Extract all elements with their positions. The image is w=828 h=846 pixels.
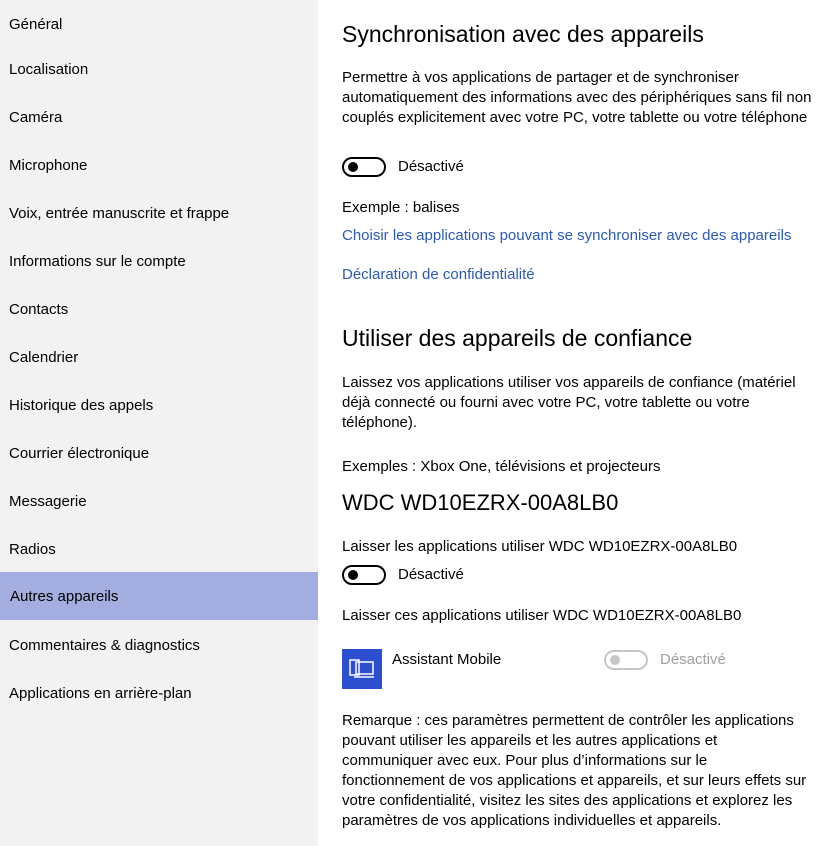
sidebar-item-label: Radios: [9, 540, 56, 558]
sidebar-item-label: Général: [9, 15, 63, 33]
sync-section-title: Synchronisation avec des appareils: [342, 21, 704, 47]
sync-example: Exemple : balises: [342, 199, 460, 216]
device-allow-toggle-state: Désactivé: [398, 566, 464, 583]
device-name: WDC WD10EZRX-00A8LB0: [342, 490, 619, 515]
sidebar-item-call-history[interactable]: [0, 381, 318, 429]
toggle-knob: [610, 655, 620, 665]
toggle-knob: [348, 162, 358, 172]
sidebar-item-label: Historique des appels: [9, 396, 154, 414]
privacy-note: Remarque : ces paramètres permettent de contrôler les applications pouvant utiliser les appareils et les autres applications et communiquer avec eux. Pour plus d’informations sur le fonctionnement de vos applications et appareils, et sur leurs effets sur votre confidentialité, visitez les sites des applications et explorez les paramètres de vos applications individuelles et appareils.: [342, 712, 807, 829]
device-apps-label: Laisser ces applications utiliser WDC WD10EZRX-00A8LB0: [342, 607, 742, 624]
sidebar-item-label: Microphone: [9, 156, 88, 174]
app-permission-toggle-state: Désactivé: [660, 651, 726, 668]
sidebar-item-microphone[interactable]: [0, 141, 318, 189]
sidebar-item-email[interactable]: [0, 429, 318, 477]
sync-toggle[interactable]: [342, 157, 386, 177]
devices-glyph: [349, 659, 375, 679]
sync-description: Permettre à vos applications de partager et de synchroniser automatiquement des informations avec des périphériques sans fil non couplés explicitement avec votre PC, votre tablette ou votre téléphone: [342, 69, 812, 126]
sidebar-item-label: Messagerie: [9, 492, 87, 510]
sidebar-item-background-apps[interactable]: [0, 669, 318, 717]
sidebar-item-label: Voix, entrée manuscrite et frappe: [9, 204, 230, 222]
sidebar-item-account-info[interactable]: [0, 237, 318, 285]
sidebar-item-speech[interactable]: [0, 189, 318, 237]
sidebar-item-label: Calendrier: [9, 348, 79, 366]
sidebar-item-label: Commentaires & diagnostics: [9, 636, 200, 654]
sidebar-item-radios[interactable]: [0, 525, 318, 573]
sidebar-item-label: Contacts: [9, 300, 69, 318]
sidebar-item-label: Localisation: [9, 60, 89, 78]
app-permission-toggle[interactable]: [604, 650, 648, 670]
app-name: Assistant Mobile: [392, 651, 502, 668]
sidebar-item-feedback-diagnostics[interactable]: [0, 621, 318, 669]
mobile-assistant-icon: [342, 649, 382, 689]
sidebar-item-calendar[interactable]: [0, 333, 318, 381]
device-allow-label: Laisser les applications utiliser WDC WD10EZRX-00A8LB0: [342, 538, 738, 555]
sidebar-item-contacts[interactable]: [0, 285, 318, 333]
trusted-devices-examples: Exemples : Xbox One, télévisions et projecteurs: [342, 458, 661, 475]
sidebar-item-general[interactable]: [0, 0, 318, 48]
sidebar-item-label: Autres appareils: [10, 587, 119, 605]
privacy-statement-link[interactable]: Déclaration de confidentialité: [342, 266, 535, 283]
choose-apps-sync-link[interactable]: Choisir les applications pouvant se synchroniser avec des appareils: [342, 227, 792, 244]
sidebar-item-label: Applications en arrière-plan: [9, 684, 192, 702]
trusted-devices-title: Utiliser des appareils de confiance: [342, 325, 693, 351]
sidebar-item-camera[interactable]: [0, 93, 318, 141]
toggle-knob: [348, 570, 358, 580]
sidebar-item-label: Courrier électronique: [9, 444, 150, 462]
sidebar-item-label: Caméra: [9, 108, 63, 126]
sidebar-item-other-devices[interactable]: [0, 572, 318, 620]
sidebar-item-label: Informations sur le compte: [9, 252, 186, 270]
sidebar-item-location[interactable]: [0, 45, 318, 93]
settings-sidebar: [0, 0, 318, 846]
sidebar-item-messaging[interactable]: [0, 477, 318, 525]
trusted-devices-description: Laissez vos applications utiliser vos appareils de confiance (matériel déjà connecté ou fourni avec votre PC, votre tablette ou votre téléphone).: [342, 374, 796, 431]
device-allow-toggle[interactable]: [342, 565, 386, 585]
sync-toggle-state: Désactivé: [398, 158, 464, 175]
